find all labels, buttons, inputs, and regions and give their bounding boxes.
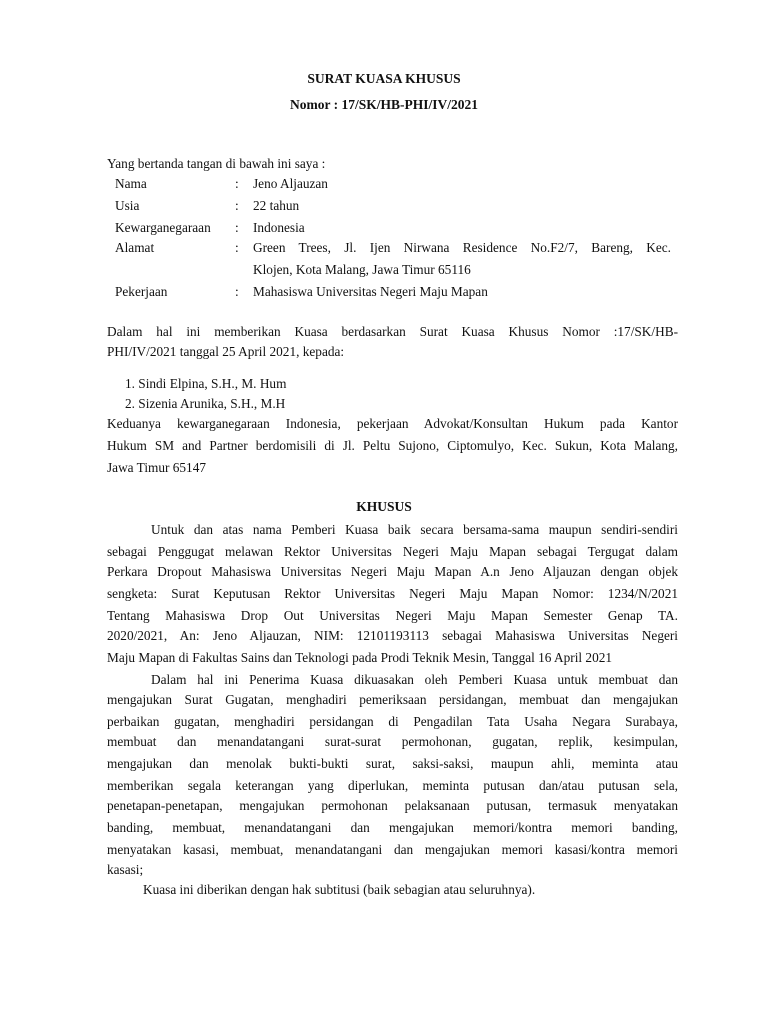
intro-text: Yang bertanda tangan di bawah ini saya : bbox=[107, 156, 326, 171]
identity-label-alamat: Alamat bbox=[115, 240, 155, 255]
identity-label-usia: Usia bbox=[115, 198, 140, 213]
identity-colon: : bbox=[235, 240, 239, 255]
attorney-info-line: Keduanya kewarganegaraan Indonesia, pekerjaan Advokat/Konsultan Hukum pada Kantor bbox=[107, 416, 678, 431]
identity-colon: : bbox=[235, 284, 239, 299]
paragraph2-line: menyatakan kasasi, membuat, menandatangani dan mengajukan memori kasasi/kontra memori bbox=[107, 842, 678, 857]
paragraph2-line: kasasi; bbox=[107, 862, 144, 877]
attorney-info-line: Jawa Timur 65147 bbox=[107, 460, 206, 475]
paragraph2-line: membuat dan menandatangani surat-surat permohonan, gugatan, replik, kesimpulan, bbox=[107, 734, 678, 749]
attorney-info-line: Hukum SM and Partner berdomisili di Jl. Peltu Sujono, Ciptomulyo, Kec. Sukun, Kota Malang, bbox=[107, 438, 678, 453]
grant-line: Dalam hal ini memberikan Kuasa berdasarkan Surat Kuasa Khusus Nomor :17/SK/HB- bbox=[107, 324, 678, 339]
identity-value-usia: 22 tahun bbox=[253, 198, 300, 213]
paragraph1-line: Maju Mapan di Fakultas Sains dan Teknologi pada Prodi Teknik Mesin, Tanggal 16 April 2021 bbox=[107, 650, 613, 665]
paragraph2-line: perbaikan gugatan, menghadiri persidangan di Pengadilan Tata Usaha Negara Surabaya, bbox=[107, 714, 678, 729]
paragraph2-line: penetapan-penetapan, mengajukan permohonan pelaksanaan putusan, termasuk menyatakan bbox=[107, 798, 678, 813]
grant-line: PHI/IV/2021 tanggal 25 April 2021, kepada: bbox=[107, 344, 345, 359]
paragraph2-line: Dalam hal ini Penerima Kuasa dikuasakan oleh Pemberi Kuasa untuk membuat dan bbox=[151, 672, 678, 687]
paragraph2-line: mengajukan Surat Gugatan, menghadiri pemeriksaan persidangan, membuat dan mengajukan bbox=[107, 692, 678, 707]
paragraph1-line: Untuk dan atas nama Pemberi Kuasa baik secara bersama-sama maupun sendiri-sendiri bbox=[151, 522, 678, 537]
paragraph2-line: mengajukan dan menolak bukti-bukti surat, saksi-saksi, maupun ahli, meminta atau bbox=[107, 756, 678, 771]
identity-label-nama: Nama bbox=[115, 176, 147, 191]
identity-label-pekerjaan: Pekerjaan bbox=[115, 284, 168, 299]
identity-value-alamat-line2: Klojen, Kota Malang, Jawa Timur 65116 bbox=[253, 262, 471, 277]
identity-value-pekerjaan: Mahasiswa Universitas Negeri Maju Mapan bbox=[253, 284, 488, 299]
paragraph1-line: 2020/2021, An: Jeno Aljauzan, NIM: 12101193113 sebagai Mahasiswa Universitas Negeri bbox=[107, 628, 678, 643]
identity-value-nama: Jeno Aljauzan bbox=[253, 176, 328, 191]
identity-colon: : bbox=[235, 220, 239, 235]
identity-label-kewarganegaraan: Kewarganegaraan bbox=[115, 220, 211, 235]
paragraph1-line: Tentang Mahasiswa Drop Out Universitas Negeri Maju Mapan Semester Genap TA. bbox=[107, 608, 678, 623]
section-title: KHUSUS bbox=[356, 499, 412, 514]
paragraph1-line: Perkara Dropout Mahasiswa Universitas Negeri Maju Mapan A.n Jeno Aljauzan dengan objek bbox=[107, 564, 678, 579]
attorney-list-item: 1. Sindi Elpina, S.H., M. Hum bbox=[125, 376, 287, 391]
closing-text: Kuasa ini diberikan dengan hak subtitusi (baik sebagian atau seluruhnya). bbox=[143, 882, 536, 897]
paragraph2-line: banding, membuat, menandatangani dan mengajukan memori/kontra memori banding, bbox=[107, 820, 678, 835]
identity-colon: : bbox=[235, 176, 239, 191]
identity-colon: : bbox=[235, 198, 239, 213]
identity-value-alamat-line1: Green Trees, Jl. Ijen Nirwana Residence No.F2/7, Bareng, Kec. bbox=[253, 240, 671, 255]
attorney-list-item: 2. Sizenia Arunika, S.H., M.H bbox=[125, 396, 286, 411]
paragraph1-line: sengketa: Surat Keputusan Rektor Universitas Negeri Maju Mapan Nomor: 1234/N/2021 bbox=[107, 586, 678, 601]
paragraph1-line: sebagai Penggugat melawan Rektor Universitas Negeri Maju Mapan sebagai Tergugat dalam bbox=[107, 544, 678, 559]
paragraph2-line: memberikan segala keterangan yang diperlukan, meminta putusan dan/atau putusan sela, bbox=[107, 778, 678, 793]
identity-value-kewarganegaraan: Indonesia bbox=[253, 220, 305, 235]
document-number: Nomor : 17/SK/HB-PHI/IV/2021 bbox=[289, 97, 478, 112]
document-title: SURAT KUASA KHUSUS bbox=[307, 71, 461, 86]
